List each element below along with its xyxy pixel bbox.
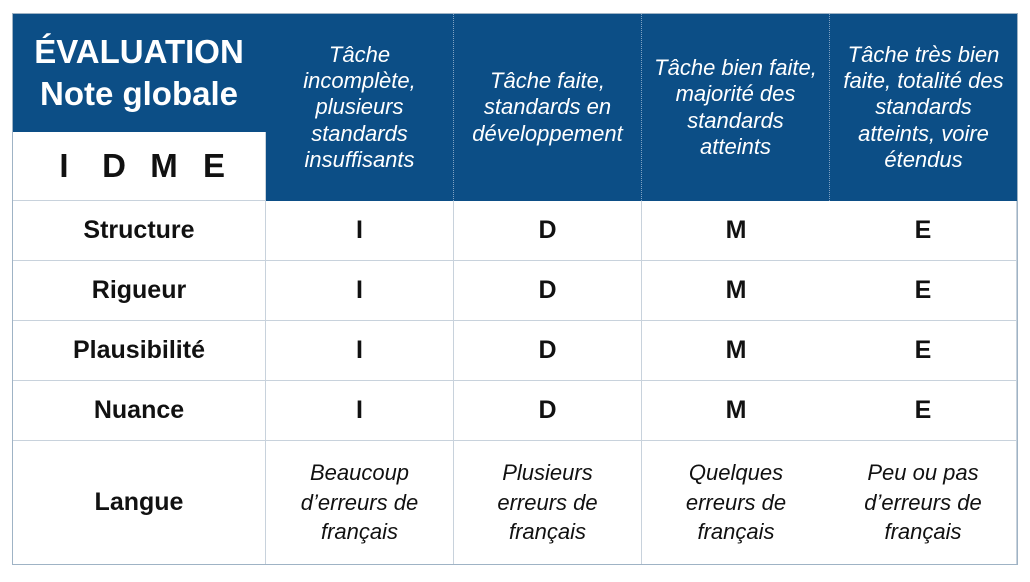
grade-cell: E [830, 321, 1017, 381]
row-label-structure: Structure [13, 201, 266, 261]
grade-cell: I [266, 261, 454, 321]
grade-cell: E [830, 201, 1017, 261]
title-line-2: Note globale [39, 75, 239, 112]
scale-letter: D [102, 147, 126, 184]
grade-cell: D [454, 321, 642, 381]
grade-cell: I [266, 381, 454, 441]
grade-cell: D [454, 201, 642, 261]
grade-cell: E [830, 261, 1017, 321]
language-description: Beaucoup d’erreurs de français [266, 441, 454, 564]
grade-cell: M [642, 201, 830, 261]
column-header-4: Tâche très bien faite, totalité des standards atteints, voire étendus [830, 14, 1017, 201]
evaluation-table [12, 13, 1018, 565]
row-label-langue: Langue [13, 441, 266, 564]
grade-cell: D [454, 261, 642, 321]
row-label-nuance: Nuance [13, 381, 266, 441]
language-description: Quelques erreurs de français [685, 459, 787, 545]
grade-cell: M [642, 381, 830, 441]
column-header-2: Tâche faite, standards en développement [454, 14, 642, 201]
scale-legend [13, 132, 266, 201]
row-label-rigueur: Rigueur [13, 261, 266, 321]
grade-cell: D [454, 381, 642, 441]
grade-cell: M [642, 321, 830, 381]
language-description: Plusieurs erreurs de français [454, 441, 642, 564]
table-title [13, 14, 266, 132]
grade-cell: I [266, 321, 454, 381]
scale-letter: E [202, 147, 225, 184]
language-description: Peu ou pas d’erreurs de français [830, 441, 1017, 564]
column-header-1: Tâche incomplète, plusieurs standards insuffisants [266, 14, 454, 201]
grade-cell: I [266, 201, 454, 261]
title-line-1: ÉVALUATION [34, 32, 244, 70]
row-label-plausibilite: Plausibilité [13, 321, 266, 381]
scale-letter: M [150, 147, 178, 184]
scale-letter: I [59, 147, 69, 184]
column-header-3: Tâche bien faite, majorité des standards atteints [642, 14, 830, 201]
grade-cell: M [642, 261, 830, 321]
grade-cell: E [830, 381, 1017, 441]
